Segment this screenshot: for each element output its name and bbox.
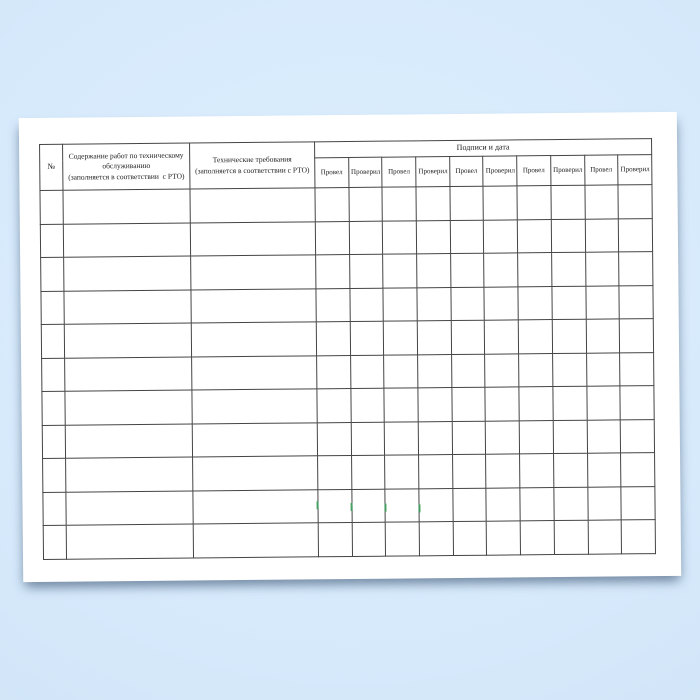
cell-signature [485, 387, 519, 421]
paper-sheet [19, 112, 681, 582]
cell-signature [383, 220, 417, 254]
cell-signature [554, 520, 588, 554]
cell-signature [587, 453, 621, 487]
cell-signature [486, 487, 520, 521]
cell-number [42, 391, 65, 425]
cell-number [43, 492, 66, 526]
cell-signature [553, 386, 587, 420]
cell-signature [351, 388, 385, 422]
cell-signature [620, 386, 654, 420]
cell-technical-requirements [190, 221, 315, 256]
cell-signature [452, 421, 486, 455]
cell-signature [621, 486, 655, 520]
cell-number [40, 224, 63, 258]
cell-signature [552, 353, 586, 387]
signature-subcolumn-header: Проверил [483, 156, 517, 186]
cell-signature [316, 321, 350, 355]
cell-signature [317, 355, 351, 389]
signature-subcolumn-header: Проверил [416, 157, 450, 187]
cell-signature [486, 420, 520, 454]
cell-signature [419, 488, 453, 522]
cell-signature [517, 219, 551, 253]
cell-signature [620, 352, 654, 386]
cell-technical-requirements [192, 422, 317, 457]
cell-signature [587, 419, 621, 453]
cell-signature [385, 421, 419, 455]
cell-signature [349, 187, 383, 221]
cell-work-content [65, 357, 192, 392]
cell-signature [418, 388, 452, 422]
cell-work-content [64, 323, 191, 358]
cell-signature [384, 321, 418, 355]
cell-signature [418, 421, 452, 455]
cell-signature [316, 288, 350, 322]
cell-signature [450, 253, 484, 287]
cell-work-content [65, 424, 192, 459]
cell-signature [520, 521, 554, 555]
cell-signature [484, 286, 518, 320]
cell-signature [316, 255, 350, 289]
cell-signature [453, 521, 487, 555]
green-artifact-mark [350, 503, 352, 511]
green-artifact-mark [385, 504, 387, 512]
cell-signature [519, 420, 553, 454]
cell-signature [451, 354, 485, 388]
cell-signature [349, 254, 383, 288]
cell-signature [553, 453, 587, 487]
cell-signature [620, 419, 654, 453]
cell-signature [485, 320, 519, 354]
cell-signature [349, 221, 383, 255]
cell-work-content [65, 390, 192, 425]
cell-signature [385, 455, 419, 489]
cell-technical-requirements [193, 523, 318, 558]
signature-subcolumn-header: Провел [449, 156, 483, 186]
cell-signature [350, 321, 384, 355]
cell-signature [385, 488, 419, 522]
cell-signature [619, 285, 653, 319]
cell-work-content [64, 256, 191, 291]
cell-number [43, 458, 66, 492]
cell-signature [586, 352, 620, 386]
cell-technical-requirements [193, 456, 318, 491]
cell-technical-requirements [192, 389, 317, 424]
cell-signature [417, 254, 451, 288]
cell-signature [318, 522, 352, 556]
cell-signature [619, 252, 653, 286]
cell-number [41, 291, 64, 325]
cell-signature [519, 387, 553, 421]
cell-signature [585, 218, 619, 252]
cell-signature [317, 422, 351, 456]
cell-signature [451, 320, 485, 354]
cell-signature [485, 353, 519, 387]
cell-signature [417, 321, 451, 355]
cell-signature [419, 455, 453, 489]
cell-signature [419, 522, 453, 556]
cell-number [41, 257, 64, 291]
cell-work-content [64, 290, 191, 325]
cell-signature [452, 454, 486, 488]
cell-signature [551, 252, 585, 286]
signature-subcolumn-header: Провел [517, 156, 551, 186]
cell-number [41, 324, 64, 358]
cell-signature [416, 220, 450, 254]
cell-signature [450, 220, 484, 254]
cell-signature [351, 422, 385, 456]
cell-technical-requirements [191, 255, 316, 290]
cell-signature [588, 520, 622, 554]
cell-work-content [63, 223, 190, 258]
cell-work-content [66, 491, 193, 526]
cell-signature [416, 187, 450, 221]
cell-signature [551, 219, 585, 253]
cell-signature [315, 221, 349, 255]
cell-signature [552, 286, 586, 320]
cell-signature [584, 185, 618, 219]
cell-signature [350, 288, 384, 322]
cell-number [42, 425, 65, 459]
cell-technical-requirements [191, 322, 316, 357]
cell-signature [318, 455, 352, 489]
cell-signature [518, 320, 552, 354]
cell-signature [618, 185, 652, 219]
cell-work-content [66, 524, 193, 559]
cell-number [40, 190, 63, 224]
cell-signature [450, 186, 484, 220]
cell-signature [352, 522, 386, 556]
cell-signature [483, 186, 517, 220]
cell-signature [618, 218, 652, 252]
table-header [40, 139, 652, 191]
cell-signature [518, 253, 552, 287]
cell-signature [453, 488, 487, 522]
cell-work-content [63, 189, 190, 224]
cell-signature [317, 388, 351, 422]
green-artifact-mark [419, 504, 421, 512]
cell-signature [520, 454, 554, 488]
cell-work-content [66, 457, 193, 492]
cell-number [43, 525, 66, 559]
cell-signature [487, 521, 521, 555]
cell-technical-requirements [193, 489, 318, 524]
cell-signature [586, 386, 620, 420]
cell-signature [621, 453, 655, 487]
cell-signature [383, 254, 417, 288]
column-header-signatures-and-date: Подписи и дата [315, 139, 652, 158]
cell-signature [451, 287, 485, 321]
column-header-number: № [40, 144, 63, 190]
table-body [40, 185, 656, 559]
cell-signature [587, 486, 621, 520]
cell-technical-requirements [191, 288, 316, 323]
cell-signature [417, 287, 451, 321]
cell-signature [486, 454, 520, 488]
cell-number [42, 358, 65, 392]
cell-technical-requirements [192, 355, 317, 390]
cell-signature [484, 219, 518, 253]
cell-signature [452, 387, 486, 421]
cell-signature [318, 489, 352, 523]
signature-subcolumn-header: Проверил [550, 155, 584, 185]
cell-signature [554, 487, 588, 521]
signature-subcolumn-header: Проверил [618, 155, 652, 185]
signature-subcolumn-header: Проверил [348, 157, 382, 187]
cell-signature [585, 252, 619, 286]
cell-signature [520, 487, 554, 521]
cell-signature [551, 185, 585, 219]
cell-signature [518, 286, 552, 320]
cell-signature [553, 420, 587, 454]
green-artifact-mark [316, 501, 318, 509]
signature-subcolumn-header: Провел [584, 155, 618, 185]
cell-signature [384, 354, 418, 388]
cell-signature [484, 253, 518, 287]
cell-signature [352, 489, 386, 523]
cell-signature [351, 455, 385, 489]
maintenance-form-table [39, 138, 656, 559]
cell-signature [383, 287, 417, 321]
cell-signature [418, 354, 452, 388]
cell-signature [382, 187, 416, 221]
cell-signature [315, 188, 349, 222]
signature-subcolumn-header: Провел [382, 157, 416, 187]
signature-subcolumn-header: Провел [315, 158, 349, 188]
cell-signature [619, 319, 653, 353]
cell-signature [386, 522, 420, 556]
cell-technical-requirements [190, 188, 315, 223]
cell-signature [585, 285, 619, 319]
cell-signature [519, 353, 553, 387]
cell-signature [586, 319, 620, 353]
column-header-technical-requirements: Технические требования (заполняется в соответствии с РТО) [190, 142, 315, 189]
cell-signature [621, 520, 655, 554]
cell-signature [517, 186, 551, 220]
cell-signature [384, 388, 418, 422]
cell-signature [552, 319, 586, 353]
column-header-work-content: Содержание работ по техническому обслуживанию (заполняется в соответствии с РТО) [63, 143, 190, 190]
cell-signature [350, 355, 384, 389]
table-row [43, 520, 655, 559]
